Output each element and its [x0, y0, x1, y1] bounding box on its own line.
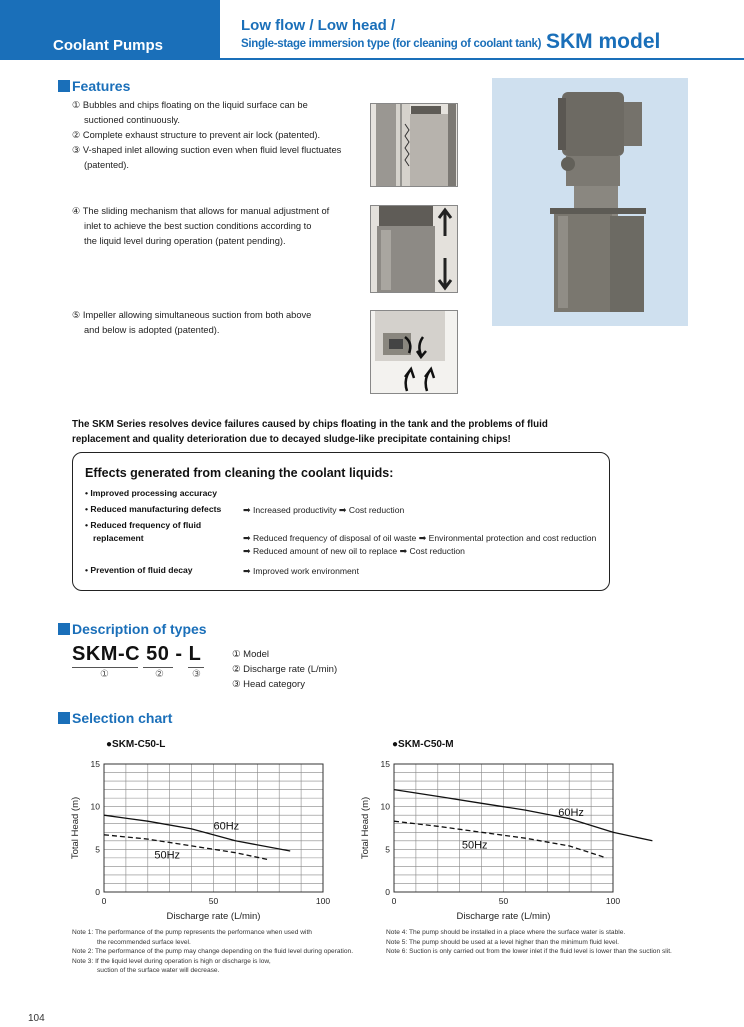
heading-square-icon — [58, 712, 70, 724]
arrow-right-icon: ➡ — [418, 533, 427, 543]
effect-result-4: ➡ Improved work environment — [243, 566, 359, 576]
y-tick-label: 10 — [90, 801, 100, 812]
pump-illustration — [492, 78, 688, 326]
type-marker-1: ① — [100, 669, 109, 680]
x-tick-label: 100 — [605, 896, 621, 906]
effect-result-2: ➡ Reduced frequency of disposal of oil waste ➡ Environmental protection and cost reduction — [243, 533, 597, 543]
series-label-50hz: 50Hz — [461, 839, 488, 852]
feature-1: ① Bubbles and chips floating on the liquid surface can be suctioned continuously. ② Complete exhaust structure to prevent air lock (patented). ③ V-shaped inlet allowing suction even when fluid level fluctuates (patented). — [72, 100, 342, 170]
page-number: 104 — [28, 1013, 45, 1024]
summary-text: The SKM Series resolves device failures caused by chips floating in the tank and the problems of fluid replacement and quality deterioration due to decayed sludge-like precipitate containing chips! — [72, 419, 548, 445]
effect-item-defects: • Reduced manufacturing defects — [85, 504, 222, 514]
notes-right: Note 4: The pump should be installed in a place where the surface water is stable. Note 5: The pump should be used at a level higher than the minimum fluid level. Note 6: Suction is only carried out from the lower inlet if the fluid level is lower than the suction slit. — [386, 929, 672, 955]
arrow-right-icon: ➡ — [243, 505, 251, 515]
chart-c50-m — [350, 750, 670, 925]
arrow-right-icon: ➡ — [243, 566, 251, 576]
x-tick-label: 50 — [208, 896, 219, 906]
arrow-right-icon: ➡ — [338, 505, 347, 515]
heading-square-icon — [58, 623, 70, 635]
chart-c50-l — [60, 750, 360, 925]
type-underline-1 — [72, 667, 138, 668]
y-tick-label: 10 — [380, 801, 390, 812]
type-legend: ① Model ② Discharge rate (L/min) ③ Head category — [232, 649, 338, 690]
series-label-60hz: 60Hz — [558, 807, 584, 820]
effects-title: Effects generated from cleaning the coolant liquids: — [85, 466, 394, 480]
x-tick-label: 0 — [391, 896, 397, 906]
chart-title-c50-l: ●SKM-C50-L — [106, 739, 166, 750]
type-code: SKM-C 50 - L — [72, 643, 202, 665]
inlet-detail-drawing — [371, 104, 458, 187]
selection-heading: Selection chart — [58, 710, 172, 726]
y-tick-label: 15 — [90, 759, 100, 769]
arrow-right-icon: ➡ — [399, 546, 408, 556]
y-tick-label: 5 — [95, 844, 100, 855]
header-subtitle-2: Single-stage immersion type (for cleaning of coolant tank) — [241, 38, 542, 50]
series-line-50hz — [104, 835, 268, 860]
features-heading: Features — [58, 78, 130, 94]
effect-result-3: ➡ Reduced amount of new oil to replace ➡ Cost reduction — [243, 546, 465, 556]
header-rule — [220, 58, 744, 60]
y-tick-label: 0 — [385, 887, 390, 897]
series-line-50hz — [394, 821, 606, 858]
type-marker-3: ③ — [192, 669, 201, 680]
impeller-image — [370, 310, 458, 394]
product-photo — [492, 78, 688, 326]
type-underline-2 — [143, 667, 173, 668]
effect-item-replacement: • Reduced frequency of fluid — [85, 520, 202, 530]
x-axis-label: Discharge rate (L/min) — [456, 911, 551, 922]
header-model: SKM model — [546, 30, 661, 53]
feature-4: ④ The sliding mechanism that allows for manual adjustment of inlet to achieve the best suction conditions according to the liquid level during operation (patent pending). — [72, 206, 330, 246]
y-tick-label: 5 — [385, 844, 390, 855]
effect-item-replacement-cont: replacement — [93, 533, 144, 543]
impeller-drawing — [371, 311, 458, 394]
type-marker-2: ② — [155, 669, 164, 680]
x-tick-label: 50 — [498, 896, 509, 906]
inlet-detail-image — [370, 103, 458, 187]
x-tick-label: 0 — [101, 896, 107, 906]
y-tick-label: 15 — [380, 759, 390, 769]
x-axis-label: Discharge rate (L/min) — [166, 911, 261, 922]
series-label-60hz: 60Hz — [213, 820, 240, 833]
header-category-band — [0, 0, 220, 60]
effect-item-accuracy: • Improved processing accuracy — [85, 488, 217, 498]
effects-box — [72, 452, 610, 591]
y-axis-label: Total Head (m) — [70, 796, 81, 860]
sliding-mechanism-image — [370, 205, 458, 293]
effect-item-decay: • Prevention of fluid decay — [85, 565, 193, 575]
header-subtitle-1: Low flow / Low head / — [241, 17, 396, 34]
y-axis-label: Total Head (m) — [360, 796, 371, 860]
effect-result-1: ➡ Increased productivity ➡ Cost reduction — [243, 505, 405, 515]
series-label-50hz: 50Hz — [154, 849, 181, 862]
series-line-60hz — [104, 815, 290, 851]
x-tick-label: 100 — [315, 896, 331, 906]
feature-5: ⑤ Impeller allowing simultaneous suction from both above and below is adopted (patented). — [72, 310, 312, 335]
header-category: Coolant Pumps — [53, 37, 164, 54]
type-underline-3 — [188, 667, 204, 668]
sliding-mechanism-drawing — [371, 206, 458, 293]
arrow-right-icon: ➡ — [243, 546, 251, 556]
heading-square-icon — [58, 80, 70, 92]
arrow-right-icon: ➡ — [243, 533, 251, 543]
notes-left: Note 1: The performance of the pump represents the performance when used with the recommended surface level. Note 2: The performance of the pump may change depending on the fluid level during operation. Note 3: If the liquid level during operation is high or discharge is low, suction of the surface water will decrease. — [72, 929, 354, 974]
types-heading: Description of types — [58, 621, 207, 637]
y-tick-label: 0 — [95, 887, 100, 897]
chart-title-c50-m: ●SKM-C50-M — [392, 739, 454, 750]
